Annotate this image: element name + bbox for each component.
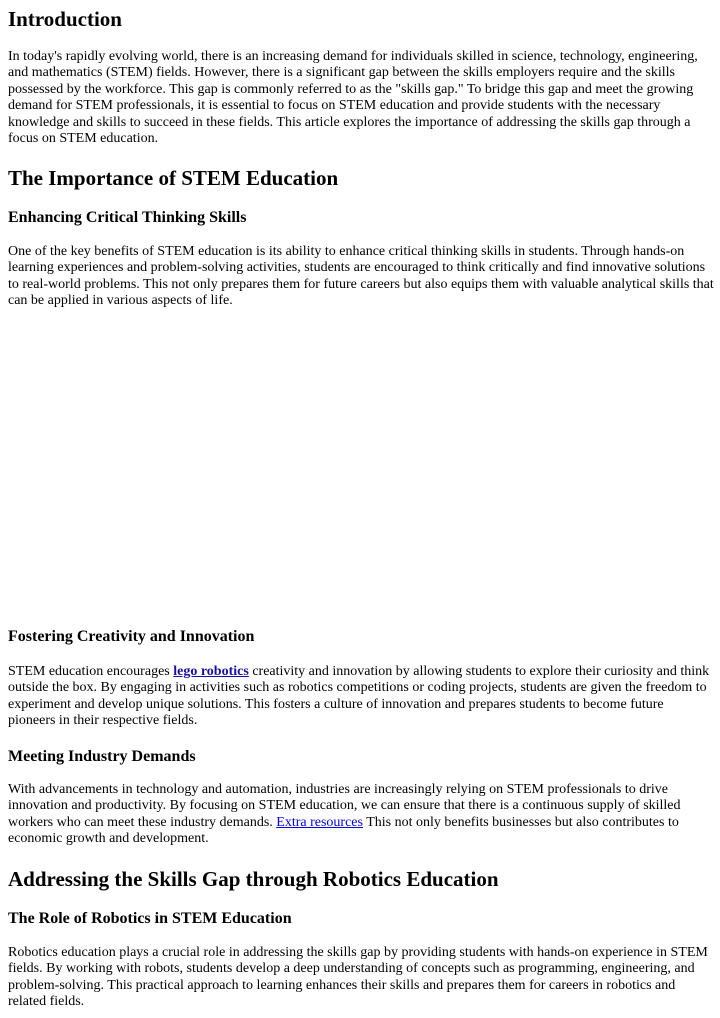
heading-creativity: Fostering Creativity and Innovation xyxy=(8,628,255,645)
paragraph-creativity xyxy=(8,664,714,730)
paragraph-critical-thinking: One of the key benefits of STEM education is its ability to enhance critical thinking skills in students. Through hands-on learning experiences and problem-solving activities, students are encouraged to think critically and find innovative solutions to real-world problems. This not only prepares them for future careers but also equips them with valuable analytical skills that can be applied in various aspects of life. xyxy=(8,244,714,309)
creativity-text-after: creativity and innovation by allowing students to explore their curiosity and think outside the box. By engaging in activities such as robotics competitions or coding projects, students are given the freedom to experiment and develop unique solutions. This fosters a culture of innovation and prepares students to become future pioneers in their respective fields. xyxy=(8,664,710,729)
extra-resources-link[interactable]: Extra resources xyxy=(276,814,363,830)
creativity-text-before: STEM education encourages xyxy=(8,664,174,679)
heading-critical-thinking: Enhancing Critical Thinking Skills xyxy=(8,209,247,226)
paragraph-role-of-robotics: Robotics education plays a crucial role in addressing the skills gap by providing students with hands-on experience in STEM fields. By working with robots, students develop a deep understanding of concepts such as programming, engineering, and problem-solving. This practical approach to learning enhances their skills and prepares them for careers in robotics and related fields. xyxy=(8,945,708,1010)
heading-role-of-robotics: The Role of Robotics in STEM Education xyxy=(8,910,292,927)
heading-importance-of-stem: The Importance of STEM Education xyxy=(8,166,339,190)
paragraph-industry-demands xyxy=(8,782,714,848)
paragraph-introduction: In today's rapidly evolving world, there is an increasing demand for individuals skilled in science, technology, engineering, and mathematics (STEM) fields. However, there is a significant gap between the skills employers require and the skills possessed by the workforce. This gap is commonly referred to as the "skills gap." To bridge this gap and meet the growing demand for STEM professionals, it is essential to focus on STEM education and provide students with the necessary knowledge and skills to succeed in these fields. This article explores the importance of addressing the skills gap through a focus on STEM education. xyxy=(8,49,698,147)
heading-industry-demands: Meeting Industry Demands xyxy=(8,748,196,765)
empty-space xyxy=(8,318,714,618)
industry-text-before: With advancements in technology and automation, industries are increasingly relying on STEM professionals to drive innovation and productivity. By focusing on STEM education, we can ensure that there is a continuous supply of skilled workers who can meet these industry demands. xyxy=(8,782,681,830)
industry-text-after: This not only benefits businesses but also contributes to economic growth and development. xyxy=(8,814,679,847)
heading-robotics-education: Addressing the Skills Gap through Robotics Education xyxy=(8,867,499,891)
lego-robotics-link[interactable]: lego robotics xyxy=(173,664,249,679)
heading-introduction: Introduction xyxy=(8,7,122,31)
